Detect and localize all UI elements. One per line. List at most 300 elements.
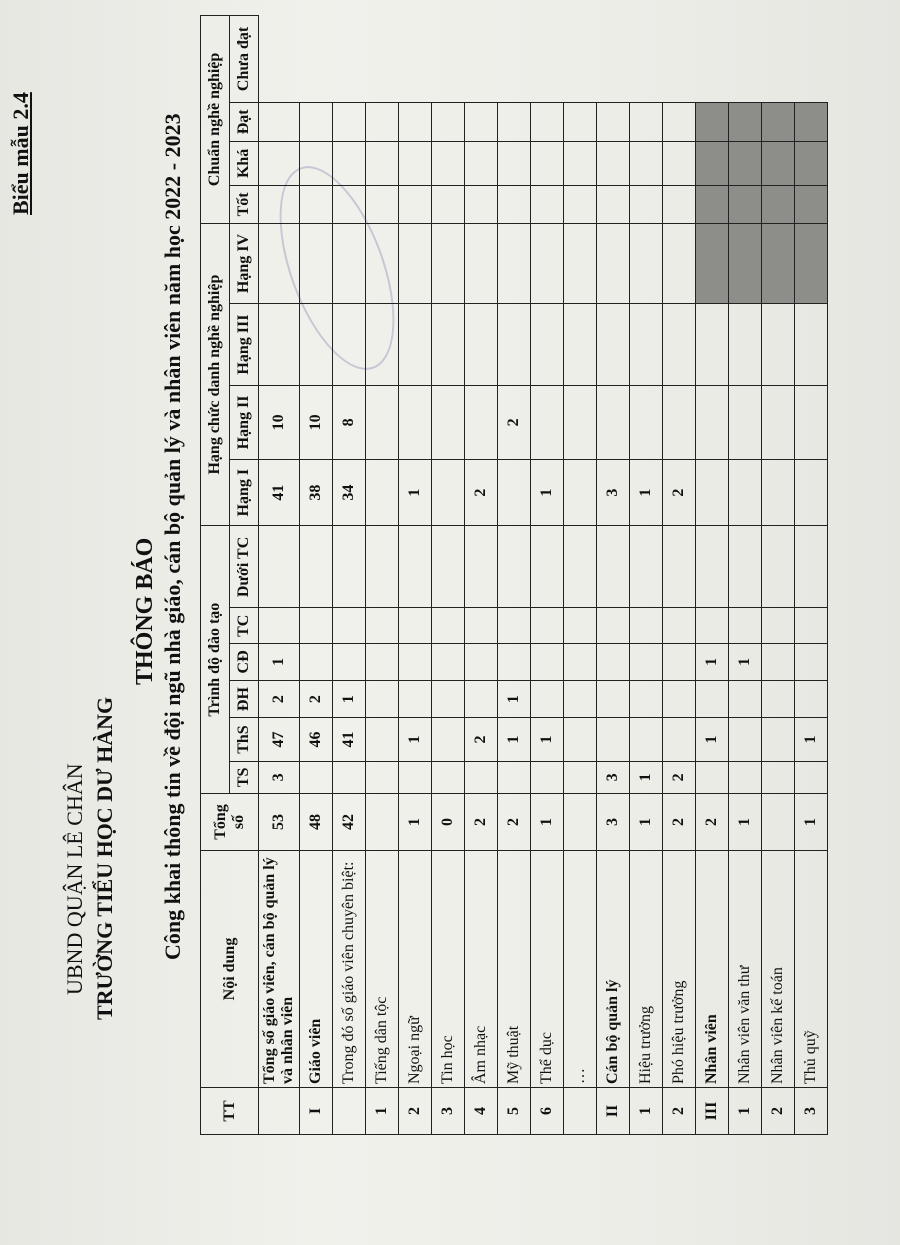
row-value [696, 526, 729, 608]
table-row [498, 16, 531, 1135]
row-label: Nhân viên văn thư [729, 851, 762, 1088]
row-label: Trong đó số giáo viên chuyên biệt: [333, 851, 366, 1088]
row-value [762, 526, 795, 608]
row-value [366, 459, 399, 525]
row-value: 46 [300, 718, 333, 761]
subheader-cell: Khá [230, 141, 259, 185]
row-value [399, 385, 432, 459]
row-value: 2 [498, 385, 531, 459]
row-value [795, 459, 828, 525]
row-value [259, 141, 300, 185]
row-value [366, 644, 399, 681]
row-value [597, 102, 630, 141]
row-value [465, 385, 498, 459]
row-value [259, 304, 300, 386]
row-value [531, 223, 564, 304]
row-value: 2 [465, 718, 498, 761]
row-value [366, 794, 399, 851]
row-value: 1 [729, 794, 762, 851]
row-value [795, 680, 828, 718]
row-value [465, 186, 498, 224]
row-value [729, 304, 762, 386]
row-value [762, 459, 795, 525]
row-value [399, 223, 432, 304]
row-value: 3 [259, 761, 300, 793]
row-value: 0 [432, 794, 465, 851]
row-value [663, 304, 696, 386]
row-value [465, 526, 498, 608]
row-value [399, 304, 432, 386]
row-value [597, 526, 630, 608]
row-value [729, 526, 762, 608]
row-value [465, 608, 498, 644]
row-tt: 6 [531, 1088, 564, 1135]
row-value [399, 680, 432, 718]
table-row [432, 16, 465, 1135]
row-value [531, 608, 564, 644]
row-value: 41 [259, 459, 300, 525]
row-value: 1 [696, 644, 729, 681]
row-value [366, 141, 399, 185]
table-row [729, 16, 762, 1135]
row-label: Tiếng dân tộc [366, 851, 399, 1088]
row-value [630, 608, 663, 644]
table-row [399, 16, 432, 1135]
row-value [630, 102, 663, 141]
subheader-cell: TS [230, 761, 259, 793]
row-value [795, 223, 828, 304]
row-value [762, 223, 795, 304]
header-chuan: Chuẩn nghề nghiệp [201, 16, 230, 224]
row-value [762, 608, 795, 644]
row-value: 42 [333, 794, 366, 851]
row-value [498, 141, 531, 185]
row-value [366, 718, 399, 761]
row-value [498, 761, 531, 793]
row-value [564, 304, 597, 386]
row-value [795, 385, 828, 459]
row-value: 38 [300, 459, 333, 525]
row-value [564, 186, 597, 224]
row-value: 1 [729, 644, 762, 681]
org-line-1: UBND QUẬN LÊ CHÂN [62, 763, 87, 995]
row-value [729, 223, 762, 304]
table-row [366, 16, 399, 1135]
row-value [630, 186, 663, 224]
row-value [630, 304, 663, 386]
row-value [564, 680, 597, 718]
row-value [531, 680, 564, 718]
row-value [498, 186, 531, 224]
row-value [300, 526, 333, 608]
row-value [259, 102, 300, 141]
row-value [597, 385, 630, 459]
row-value [663, 526, 696, 608]
row-value [432, 459, 465, 525]
row-value [399, 761, 432, 793]
row-value [465, 761, 498, 793]
row-value: 1 [399, 718, 432, 761]
row-value [498, 608, 531, 644]
row-value: 53 [259, 794, 300, 851]
row-tt: 2 [399, 1088, 432, 1135]
row-value [366, 608, 399, 644]
row-value [531, 526, 564, 608]
row-value [795, 141, 828, 185]
row-value [399, 644, 432, 681]
row-tt [259, 1088, 300, 1135]
row-value [597, 186, 630, 224]
row-value: 8 [333, 385, 366, 459]
header-hang: Hạng chức danh nghề nghiệp [201, 223, 230, 526]
row-value [795, 304, 828, 386]
row-tt: I [300, 1088, 333, 1135]
row-value: 1 [333, 680, 366, 718]
table-body [259, 16, 828, 1135]
row-value: 2 [300, 680, 333, 718]
form-id: Biểu mẫu 2.4 [8, 92, 33, 215]
row-value [795, 186, 828, 224]
row-value [564, 794, 597, 851]
page-title: THÔNG BÁO [132, 537, 158, 685]
row-value [564, 141, 597, 185]
row-value: 41 [333, 718, 366, 761]
subheader-cell: Hạng II [230, 385, 259, 459]
row-value [762, 680, 795, 718]
header-noi-dung: Nội dung [201, 851, 259, 1088]
row-value: 2 [663, 761, 696, 793]
row-label: Ngoại ngữ [399, 851, 432, 1088]
row-label: … [564, 851, 597, 1088]
table-row [795, 16, 828, 1135]
row-value [729, 761, 762, 793]
row-tt: 1 [729, 1088, 762, 1135]
row-value [663, 223, 696, 304]
row-value [432, 102, 465, 141]
row-tt: 3 [795, 1088, 828, 1135]
row-value [333, 186, 366, 224]
row-label: Hiệu trưởng [630, 851, 663, 1088]
row-value: 1 [531, 794, 564, 851]
row-value: 1 [795, 794, 828, 851]
row-value: 10 [259, 385, 300, 459]
table-row [762, 16, 795, 1135]
row-value [531, 304, 564, 386]
row-value: 34 [333, 459, 366, 525]
row-value: 1 [399, 459, 432, 525]
row-value [762, 385, 795, 459]
subheader-cell: CĐ [230, 644, 259, 681]
row-label: Thể dục [531, 851, 564, 1088]
row-value [630, 718, 663, 761]
row-value [795, 526, 828, 608]
row-value [366, 186, 399, 224]
row-value [729, 608, 762, 644]
row-value [597, 223, 630, 304]
row-value [762, 186, 795, 224]
subheader-cell: Hạng III [230, 304, 259, 386]
row-label: Nhân viên [696, 851, 729, 1088]
row-value [729, 385, 762, 459]
row-tt: 1 [366, 1088, 399, 1135]
row-value [630, 385, 663, 459]
row-value [564, 718, 597, 761]
row-value [762, 644, 795, 681]
row-value [366, 223, 399, 304]
row-value [399, 526, 432, 608]
row-tt: 2 [663, 1088, 696, 1135]
row-value [597, 644, 630, 681]
row-value [696, 141, 729, 185]
row-value [564, 385, 597, 459]
header-trinh-do: Trình độ đào tạo [201, 526, 230, 794]
row-value: 3 [597, 794, 630, 851]
row-value [300, 186, 333, 224]
row-value: 1 [531, 459, 564, 525]
row-value [795, 644, 828, 681]
row-value [663, 186, 696, 224]
row-value [696, 304, 729, 386]
row-value [729, 459, 762, 525]
row-label: Nhân viên kế toán [762, 851, 795, 1088]
row-value [432, 680, 465, 718]
subheader-cell: TC [230, 608, 259, 644]
row-value [531, 102, 564, 141]
table-row [597, 16, 630, 1135]
subheader-cell: Chưa đạt [230, 16, 259, 103]
row-value: 1 [696, 718, 729, 761]
row-value [333, 141, 366, 185]
row-value [399, 141, 432, 185]
row-value: 1 [630, 459, 663, 525]
row-value [696, 385, 729, 459]
row-value: 2 [663, 459, 696, 525]
header-tong-so: Tổng số [201, 794, 259, 851]
row-value: 48 [300, 794, 333, 851]
row-value [795, 608, 828, 644]
row-value [399, 102, 432, 141]
row-tt: II [597, 1088, 630, 1135]
row-value: 47 [259, 718, 300, 761]
row-value [531, 385, 564, 459]
row-label: Tổng số giáo viên, cán bộ quản lý và nhân viên [259, 851, 300, 1088]
row-value [729, 141, 762, 185]
table-row [564, 16, 597, 1135]
row-value [333, 102, 366, 141]
row-value [399, 608, 432, 644]
row-value [366, 526, 399, 608]
row-value [333, 526, 366, 608]
row-value: 3 [597, 761, 630, 793]
row-value [432, 608, 465, 644]
row-tt [333, 1088, 366, 1135]
row-value: 2 [696, 794, 729, 851]
row-value [333, 608, 366, 644]
row-value [531, 141, 564, 185]
row-value [432, 223, 465, 304]
row-value [630, 141, 663, 185]
row-value [465, 644, 498, 681]
row-value [564, 102, 597, 141]
row-value [531, 186, 564, 224]
row-value [696, 680, 729, 718]
row-value [498, 223, 531, 304]
row-value [762, 141, 795, 185]
row-value [366, 102, 399, 141]
row-value: 2 [259, 680, 300, 718]
row-value: 3 [597, 459, 630, 525]
row-value [696, 459, 729, 525]
row-value [762, 304, 795, 386]
subheader-cell: Hạng IV [230, 223, 259, 304]
row-value: 1 [259, 644, 300, 681]
row-label: Phó hiệu trưởng [663, 851, 696, 1088]
row-value [300, 304, 333, 386]
subheader-cell: Dưới TC [230, 526, 259, 608]
row-value [366, 761, 399, 793]
row-value [432, 186, 465, 224]
subheader-cell: ThS [230, 718, 259, 761]
row-value [663, 385, 696, 459]
subheader-cell: Đạt [230, 102, 259, 141]
table-row [663, 16, 696, 1135]
row-value [762, 761, 795, 793]
row-value [696, 608, 729, 644]
row-value [366, 304, 399, 386]
row-value [597, 304, 630, 386]
row-value: 1 [498, 680, 531, 718]
row-value [531, 644, 564, 681]
row-value [663, 718, 696, 761]
row-value [366, 385, 399, 459]
row-value [300, 608, 333, 644]
row-value: 2 [465, 459, 498, 525]
table-row [630, 16, 663, 1135]
row-value [465, 141, 498, 185]
row-value [564, 761, 597, 793]
staff-table [200, 15, 828, 1135]
row-value [795, 102, 828, 141]
row-value: 1 [531, 718, 564, 761]
row-label: Mỹ thuật [498, 851, 531, 1088]
row-value [729, 718, 762, 761]
row-tt: 5 [498, 1088, 531, 1135]
row-value [259, 223, 300, 304]
row-value [366, 680, 399, 718]
row-value [432, 526, 465, 608]
row-tt [564, 1088, 597, 1135]
row-value [597, 141, 630, 185]
row-tt: 1 [630, 1088, 663, 1135]
row-value [663, 141, 696, 185]
row-tt: 3 [432, 1088, 465, 1135]
row-label: Tin học [432, 851, 465, 1088]
row-value [564, 608, 597, 644]
subheader-cell: Hạng I [230, 459, 259, 525]
row-value [564, 459, 597, 525]
org-line-2: TRƯỜNG TIỂU HỌC DƯ HÀNG [92, 696, 117, 1020]
row-value [498, 102, 531, 141]
row-value: 2 [465, 794, 498, 851]
row-value: 1 [498, 718, 531, 761]
row-value [795, 761, 828, 793]
row-value [259, 186, 300, 224]
row-value: 1 [399, 794, 432, 851]
row-value [762, 718, 795, 761]
row-value [663, 608, 696, 644]
row-value [333, 644, 366, 681]
row-value [597, 718, 630, 761]
row-value [259, 526, 300, 608]
row-value [531, 761, 564, 793]
row-value [663, 644, 696, 681]
row-value: 10 [300, 385, 333, 459]
row-value [663, 102, 696, 141]
row-value [465, 223, 498, 304]
table-row [333, 16, 366, 1135]
subheader-cell: ĐH [230, 680, 259, 718]
row-value [564, 644, 597, 681]
row-label: Giáo viên [300, 851, 333, 1088]
row-tt: III [696, 1088, 729, 1135]
row-value [432, 718, 465, 761]
row-value: 1 [630, 794, 663, 851]
header-tt: TT [201, 1088, 259, 1135]
row-value [300, 761, 333, 793]
row-value [432, 644, 465, 681]
row-value [729, 186, 762, 224]
row-value [465, 102, 498, 141]
row-value [465, 680, 498, 718]
row-value [630, 680, 663, 718]
row-value [300, 141, 333, 185]
row-value [696, 223, 729, 304]
table-row [531, 16, 564, 1135]
row-value: 1 [795, 718, 828, 761]
row-value [498, 644, 531, 681]
row-value [762, 102, 795, 141]
row-value [498, 526, 531, 608]
header-row-1 [201, 16, 230, 1135]
row-value: 2 [498, 794, 531, 851]
row-value [333, 304, 366, 386]
row-value [597, 608, 630, 644]
row-label: Âm nhạc [465, 851, 498, 1088]
row-value [432, 304, 465, 386]
row-value [333, 761, 366, 793]
table-row [259, 16, 300, 1135]
row-value [696, 761, 729, 793]
page-subtitle: Công khai thông tin về đội ngũ nhà giáo, cán bộ quản lý và nhân viên năm học 2022 - 2023 [160, 113, 185, 960]
subheader-cell: Tốt [230, 186, 259, 224]
row-value [498, 304, 531, 386]
row-value [498, 459, 531, 525]
row-label: Thủ quỹ [795, 851, 828, 1088]
table-row [300, 16, 333, 1135]
row-tt: 4 [465, 1088, 498, 1135]
row-value [564, 526, 597, 608]
row-value [399, 186, 432, 224]
row-value [762, 794, 795, 851]
row-value [729, 102, 762, 141]
row-value [564, 223, 597, 304]
row-value [663, 680, 696, 718]
row-value [432, 761, 465, 793]
row-value [696, 186, 729, 224]
row-value [696, 102, 729, 141]
table-row [696, 16, 729, 1135]
row-value [630, 223, 663, 304]
